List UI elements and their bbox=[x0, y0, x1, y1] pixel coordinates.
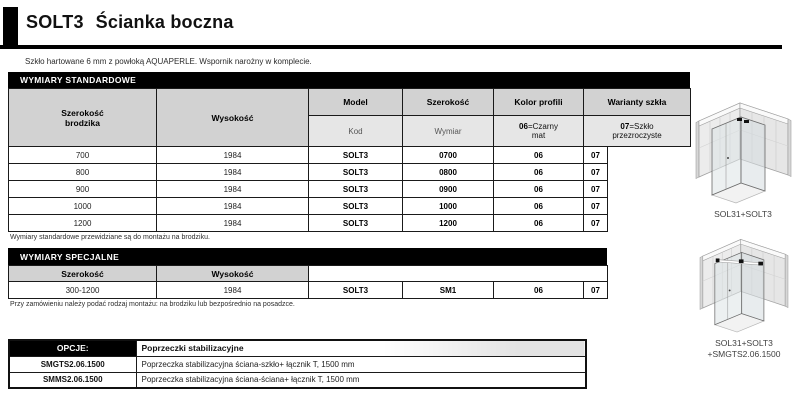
figure-sol31-solt3-smgts bbox=[692, 233, 796, 360]
cell-wymiar: 1200 bbox=[403, 215, 494, 232]
table-row bbox=[9, 181, 608, 198]
header-szerokosc-brodzika: Szerokość brodzika bbox=[9, 89, 157, 147]
cell-wariant: 07 bbox=[584, 215, 608, 232]
cell-wymiar: 0700 bbox=[403, 147, 494, 164]
cell-szerokosc-brodzika: 1200 bbox=[9, 215, 157, 232]
header-szerokosc: Szerokość bbox=[403, 89, 494, 116]
table-row bbox=[9, 147, 608, 164]
page-title-model: SOLT3 bbox=[26, 12, 84, 32]
figure1-caption: SOL31+SOLT3 bbox=[714, 209, 772, 219]
cell-model: SOLT3 bbox=[309, 181, 403, 198]
cell-szerokosc-brodzika: 800 bbox=[9, 164, 157, 181]
header-model: Model bbox=[309, 89, 403, 116]
special-table-header bbox=[8, 265, 608, 282]
cell-kolor: 06 bbox=[494, 198, 584, 215]
cell-wariant: 07 bbox=[584, 181, 608, 198]
option-code: SMGTS2.06.1500 bbox=[9, 356, 136, 372]
special-table-footnote: Przy zamówieniu należy podać rodzaj montażu: na brodziku lub bezpośrednio na posadzce. bbox=[10, 301, 295, 308]
cell-kolor: 06 bbox=[494, 215, 584, 232]
header-warianty-szkla: Warianty szkła bbox=[584, 89, 691, 116]
standard-table-footnote: Wymiary standardowe przewidziane są do montażu na brodziku. bbox=[10, 234, 210, 241]
cell-wymiar: 1000 bbox=[403, 198, 494, 215]
standard-section-title: WYMIARY STANDARDOWE bbox=[20, 75, 137, 85]
table-row bbox=[9, 198, 608, 215]
table-row bbox=[9, 164, 608, 181]
title-accent-bar bbox=[3, 7, 18, 45]
cell-wysokosc: 1984 bbox=[157, 181, 309, 198]
option-description: Poprzeczka stabilizacyjna ściana-szkło+ łącznik T, 1500 mm bbox=[136, 356, 586, 372]
cell-wymiar: SM1 bbox=[403, 282, 494, 299]
figure2-caption-line1: SOL31+SOLT3 bbox=[715, 338, 773, 348]
page-subtitle: Szkło hartowane 6 mm z powłoką AQUAPERLE. Wspornik narożny w komplecie. bbox=[25, 57, 312, 66]
subheader-warianty: 07=Szkło przezroczyste bbox=[584, 116, 691, 147]
standard-section-bar bbox=[8, 72, 690, 88]
cell-kolor: 06 bbox=[494, 181, 584, 198]
options-header-title: Poprzeczki stabilizacyjne bbox=[136, 340, 586, 356]
cell-model: SOLT3 bbox=[309, 164, 403, 181]
table-row bbox=[9, 282, 608, 299]
cell-wariant: 07 bbox=[584, 147, 608, 164]
cell-szerokosc-brodzika: 700 bbox=[9, 147, 157, 164]
options-header-label: OPCJE: bbox=[9, 340, 136, 356]
shower-enclosure-drawing bbox=[695, 96, 792, 204]
cell-szerokosc-brodzika: 1000 bbox=[9, 198, 157, 215]
cell-kolor: 06 bbox=[494, 164, 584, 181]
cell-szerokosc: 300-1200 bbox=[9, 282, 157, 299]
table-row bbox=[9, 356, 586, 372]
cell-wymiar: 0900 bbox=[403, 181, 494, 198]
title-divider bbox=[0, 45, 782, 49]
header-wysokosc: Wysokość bbox=[157, 89, 309, 147]
shower-enclosure-with-bar-drawing bbox=[698, 233, 790, 333]
table-row bbox=[9, 215, 608, 232]
cell-model: SOLT3 bbox=[309, 198, 403, 215]
cell-wysokosc: 1984 bbox=[157, 198, 309, 215]
cell-wysokosc: 1984 bbox=[157, 282, 309, 299]
table-row bbox=[9, 372, 586, 388]
page-title-name: Ścianka boczna bbox=[95, 12, 234, 32]
header-kolor-profili: Kolor profili bbox=[494, 89, 584, 116]
option-description: Poprzeczka stabilizacyjna ściana-ściana+ łącznik T, 1500 mm bbox=[136, 372, 586, 388]
figure2-caption-line2: +SMGTS2.06.1500 bbox=[707, 349, 781, 359]
cell-kolor: 06 bbox=[494, 147, 584, 164]
cell-wysokosc: 1984 bbox=[157, 164, 309, 181]
cell-model: SOLT3 bbox=[309, 215, 403, 232]
page-title bbox=[26, 12, 234, 33]
figure-sol31-solt3 bbox=[692, 96, 794, 220]
standard-table-body bbox=[8, 146, 608, 232]
special-section-title: WYMIARY SPECJALNE bbox=[20, 251, 120, 262]
cell-wymiar: 0800 bbox=[403, 164, 494, 181]
subheader-wymiar: Wymiar bbox=[403, 116, 494, 147]
cell-wariant: 07 bbox=[584, 164, 608, 181]
subheader-kod: Kod bbox=[309, 116, 403, 147]
option-code: SMMS2.06.1500 bbox=[9, 372, 136, 388]
standard-table-header bbox=[8, 88, 691, 147]
special-section-bar bbox=[8, 248, 607, 265]
cell-model: SOLT3 bbox=[309, 282, 403, 299]
cell-kolor: 06 bbox=[494, 282, 584, 299]
cell-model: SOLT3 bbox=[309, 147, 403, 164]
subheader-kolor: 06=Czarny mat bbox=[494, 116, 584, 147]
special-header-szerokosc: Szerokość bbox=[9, 266, 157, 282]
cell-wysokosc: 1984 bbox=[157, 147, 309, 164]
special-header-empty bbox=[309, 266, 608, 282]
cell-szerokosc-brodzika: 900 bbox=[9, 181, 157, 198]
options-table bbox=[8, 339, 587, 389]
cell-wariant: 07 bbox=[584, 282, 608, 299]
cell-wariant: 07 bbox=[584, 198, 608, 215]
special-table-body bbox=[8, 281, 608, 299]
cell-wysokosc: 1984 bbox=[157, 215, 309, 232]
special-header-wysokosc: Wysokość bbox=[157, 266, 309, 282]
